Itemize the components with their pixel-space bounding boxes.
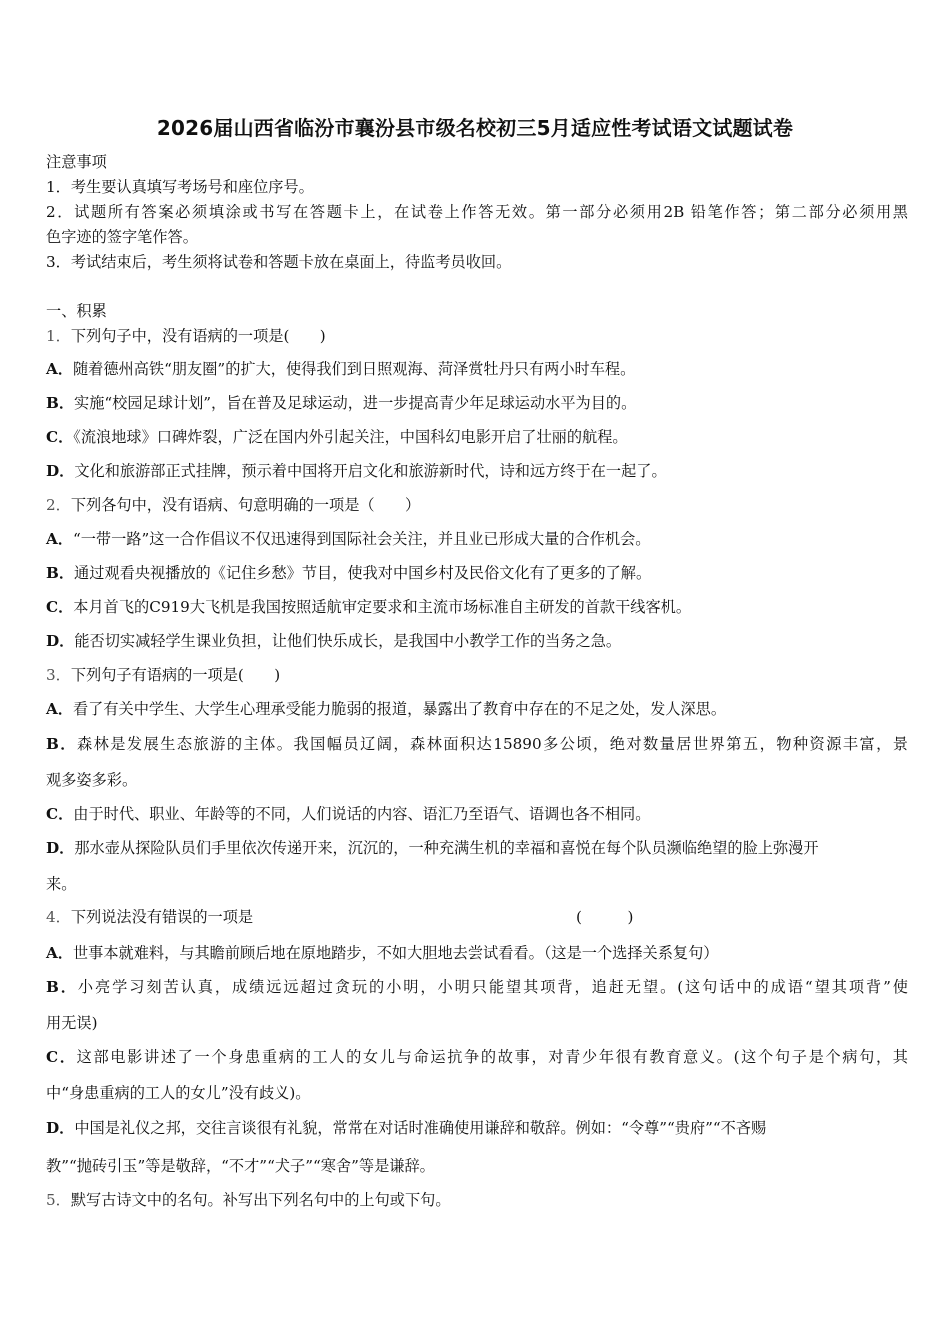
option-text: “一带一路”这一合作倡议不仅迅速得到国际社会关注，并且业已形成大量的合作机会。 <box>72 530 651 548</box>
q1-option-d <box>46 461 908 481</box>
question-number: 4． <box>46 908 71 926</box>
answer-blank: ( ) <box>576 908 634 926</box>
notice-item-2-cont: 色字迹的签字笔作答。 <box>46 228 198 246</box>
question-1 <box>46 326 908 346</box>
notice-heading: 注意事项 <box>46 153 107 171</box>
question-number: 5． <box>46 1191 71 1209</box>
question-4 <box>46 907 908 927</box>
question-number: 1． <box>46 327 71 345</box>
q3-option-d <box>46 838 908 858</box>
q4-option-b-cont: 用无误) <box>46 1014 98 1032</box>
option-text: 能否切实减轻学生课业负担，让他们快乐成长，是我国中小教学工作的当务之急。 <box>74 632 622 650</box>
option-label: A． <box>46 530 73 548</box>
q2-option-b <box>46 563 908 583</box>
q4-option-b <box>46 977 908 997</box>
option-text: 森林是发展生态旅游的主体。我国幅员辽阔，森林面积达15890多公顷，绝对数量居世界第五，物种资源丰富，景 <box>76 735 908 753</box>
q2-option-d <box>46 631 908 651</box>
question-stem: 下列说法没有错误的一项是 <box>70 908 254 926</box>
question-stem: 默写古诗文中的名句。补写出下列名句中的上句或下句。 <box>70 1191 451 1209</box>
q4-option-d <box>46 1118 908 1138</box>
q4-option-c-cont: 中“身患重病的工人的女儿”没有歧义)。 <box>46 1084 311 1102</box>
question-stem: 下列句子有语病的一项是( ) <box>70 666 281 684</box>
q1-option-c <box>46 427 908 447</box>
q1-option-a <box>46 359 908 379</box>
option-label: A． <box>46 360 73 378</box>
question-stem: 下列各句中，没有语病、句意明确的一项是（ ） <box>70 496 421 514</box>
option-text: 那水壶从探险队员们手里依次传递开来，沉沉的，一种充满生机的幸福和喜悦在每个队员濒临绝望的脸上弥漫开 <box>74 839 819 857</box>
option-label: B． <box>46 394 75 412</box>
option-text: 中国是礼仪之邦，交往言谈很有礼貌，常常在对话时准确使用谦辞和敬辞。例如：“令尊”“贵府”“不吝赐 <box>74 1119 767 1137</box>
option-text: 实施“校园足球计划”，旨在普及足球运动，进一步提高青少年足球运动水平为目的。 <box>74 394 637 412</box>
question-3 <box>46 665 908 685</box>
q4-option-c <box>46 1047 908 1067</box>
option-label: D． <box>46 839 75 857</box>
option-label: D． <box>46 632 75 650</box>
question-5 <box>46 1190 908 1210</box>
option-label: C． <box>46 1048 77 1066</box>
notice-item-2: 2．试题所有答案必须填涂或书写在答题卡上，在试卷上作答无效。第一部分必须用2B 铅笔作答；第二部分必须用黑 <box>46 203 908 221</box>
q2-option-c <box>46 597 908 617</box>
option-label: D． <box>46 1119 75 1137</box>
notice-item-3: 3．考试结束后，考生须将试卷和答题卡放在桌面上，待监考员收回。 <box>46 253 512 271</box>
notice-item-1: 1．考生要认真填写考场号和座位序号。 <box>46 178 314 196</box>
q3-option-d-cont: 来。 <box>46 875 77 893</box>
option-label: C． <box>46 428 74 446</box>
section-heading: 一、积累 <box>46 302 107 320</box>
option-label: C． <box>46 598 74 616</box>
option-label: B． <box>46 735 77 753</box>
option-label: A． <box>46 944 73 962</box>
option-label: B． <box>46 564 75 582</box>
option-text: 世事本就难料，与其瞻前顾后地在原地踏步，不如大胆地去尝试看看。（这是一个选择关系复句） <box>72 944 719 962</box>
q3-option-b-cont: 观多姿多彩。 <box>46 771 138 789</box>
q3-option-b <box>46 734 908 754</box>
option-text: 小亮学习刻苦认真，成绩远远超过贪玩的小明，小明只能望其项背，追赶无望。(这句话中的成语“望其项背”使 <box>77 978 908 996</box>
q4-option-d-cont: 教”“抛砖引玉”等是敬辞，“不才”“犬子”“寒舍”等是谦辞。 <box>46 1157 435 1175</box>
option-label: B． <box>46 978 78 996</box>
q2-option-a <box>46 529 908 549</box>
question-2 <box>46 495 908 515</box>
question-number: 3． <box>46 666 71 684</box>
option-text: 《流浪地球》口碑炸裂，广泛在国内外引起关注，中国科幻电影开启了壮丽的航程。 <box>73 428 628 446</box>
option-text: 这部电影讲述了一个身患重病的工人的女儿与命运抗争的故事，对青少年很有教育意义。(这个句子是个病句，其 <box>76 1048 908 1066</box>
option-text: 由于时代、职业、年龄等的不同，人们说话的内容、语汇乃至语气、语调也各不相同。 <box>73 805 651 823</box>
question-number: 2． <box>46 496 71 514</box>
q1-option-b <box>46 393 908 413</box>
option-text: 通过观看央视播放的《记住乡愁》节目，使我对中国乡村及民俗文化有了更多的了解。 <box>74 564 652 582</box>
option-label: A． <box>46 700 73 718</box>
option-text: 看了有关中学生、大学生心理承受能力脆弱的报道，暴露出了教育中存在的不足之处，发人深思。 <box>72 700 727 718</box>
q3-option-a <box>46 699 908 719</box>
q4-option-a <box>46 943 908 963</box>
q3-option-c <box>46 804 908 824</box>
option-label: C． <box>46 805 74 823</box>
exam-title: 2026届山西省临汾市襄汾县市级名校初三5月适应性考试语文试题试卷 <box>156 116 794 140</box>
option-text: 随着德州高铁“朋友圈”的扩大，使得我们到日照观海、菏泽赏牡丹只有两小时车程。 <box>72 360 636 378</box>
option-text: 本月首飞的C919大飞机是我国按照适航审定要求和主流市场标准自主研发的首款干线客机。 <box>73 598 692 616</box>
question-stem: 下列句子中，没有语病的一项是( ) <box>70 327 326 345</box>
option-text: 文化和旅游部正式挂牌，预示着中国将开启文化和旅游新时代，诗和远方终于在一起了。 <box>74 462 667 480</box>
option-label: D． <box>46 462 75 480</box>
